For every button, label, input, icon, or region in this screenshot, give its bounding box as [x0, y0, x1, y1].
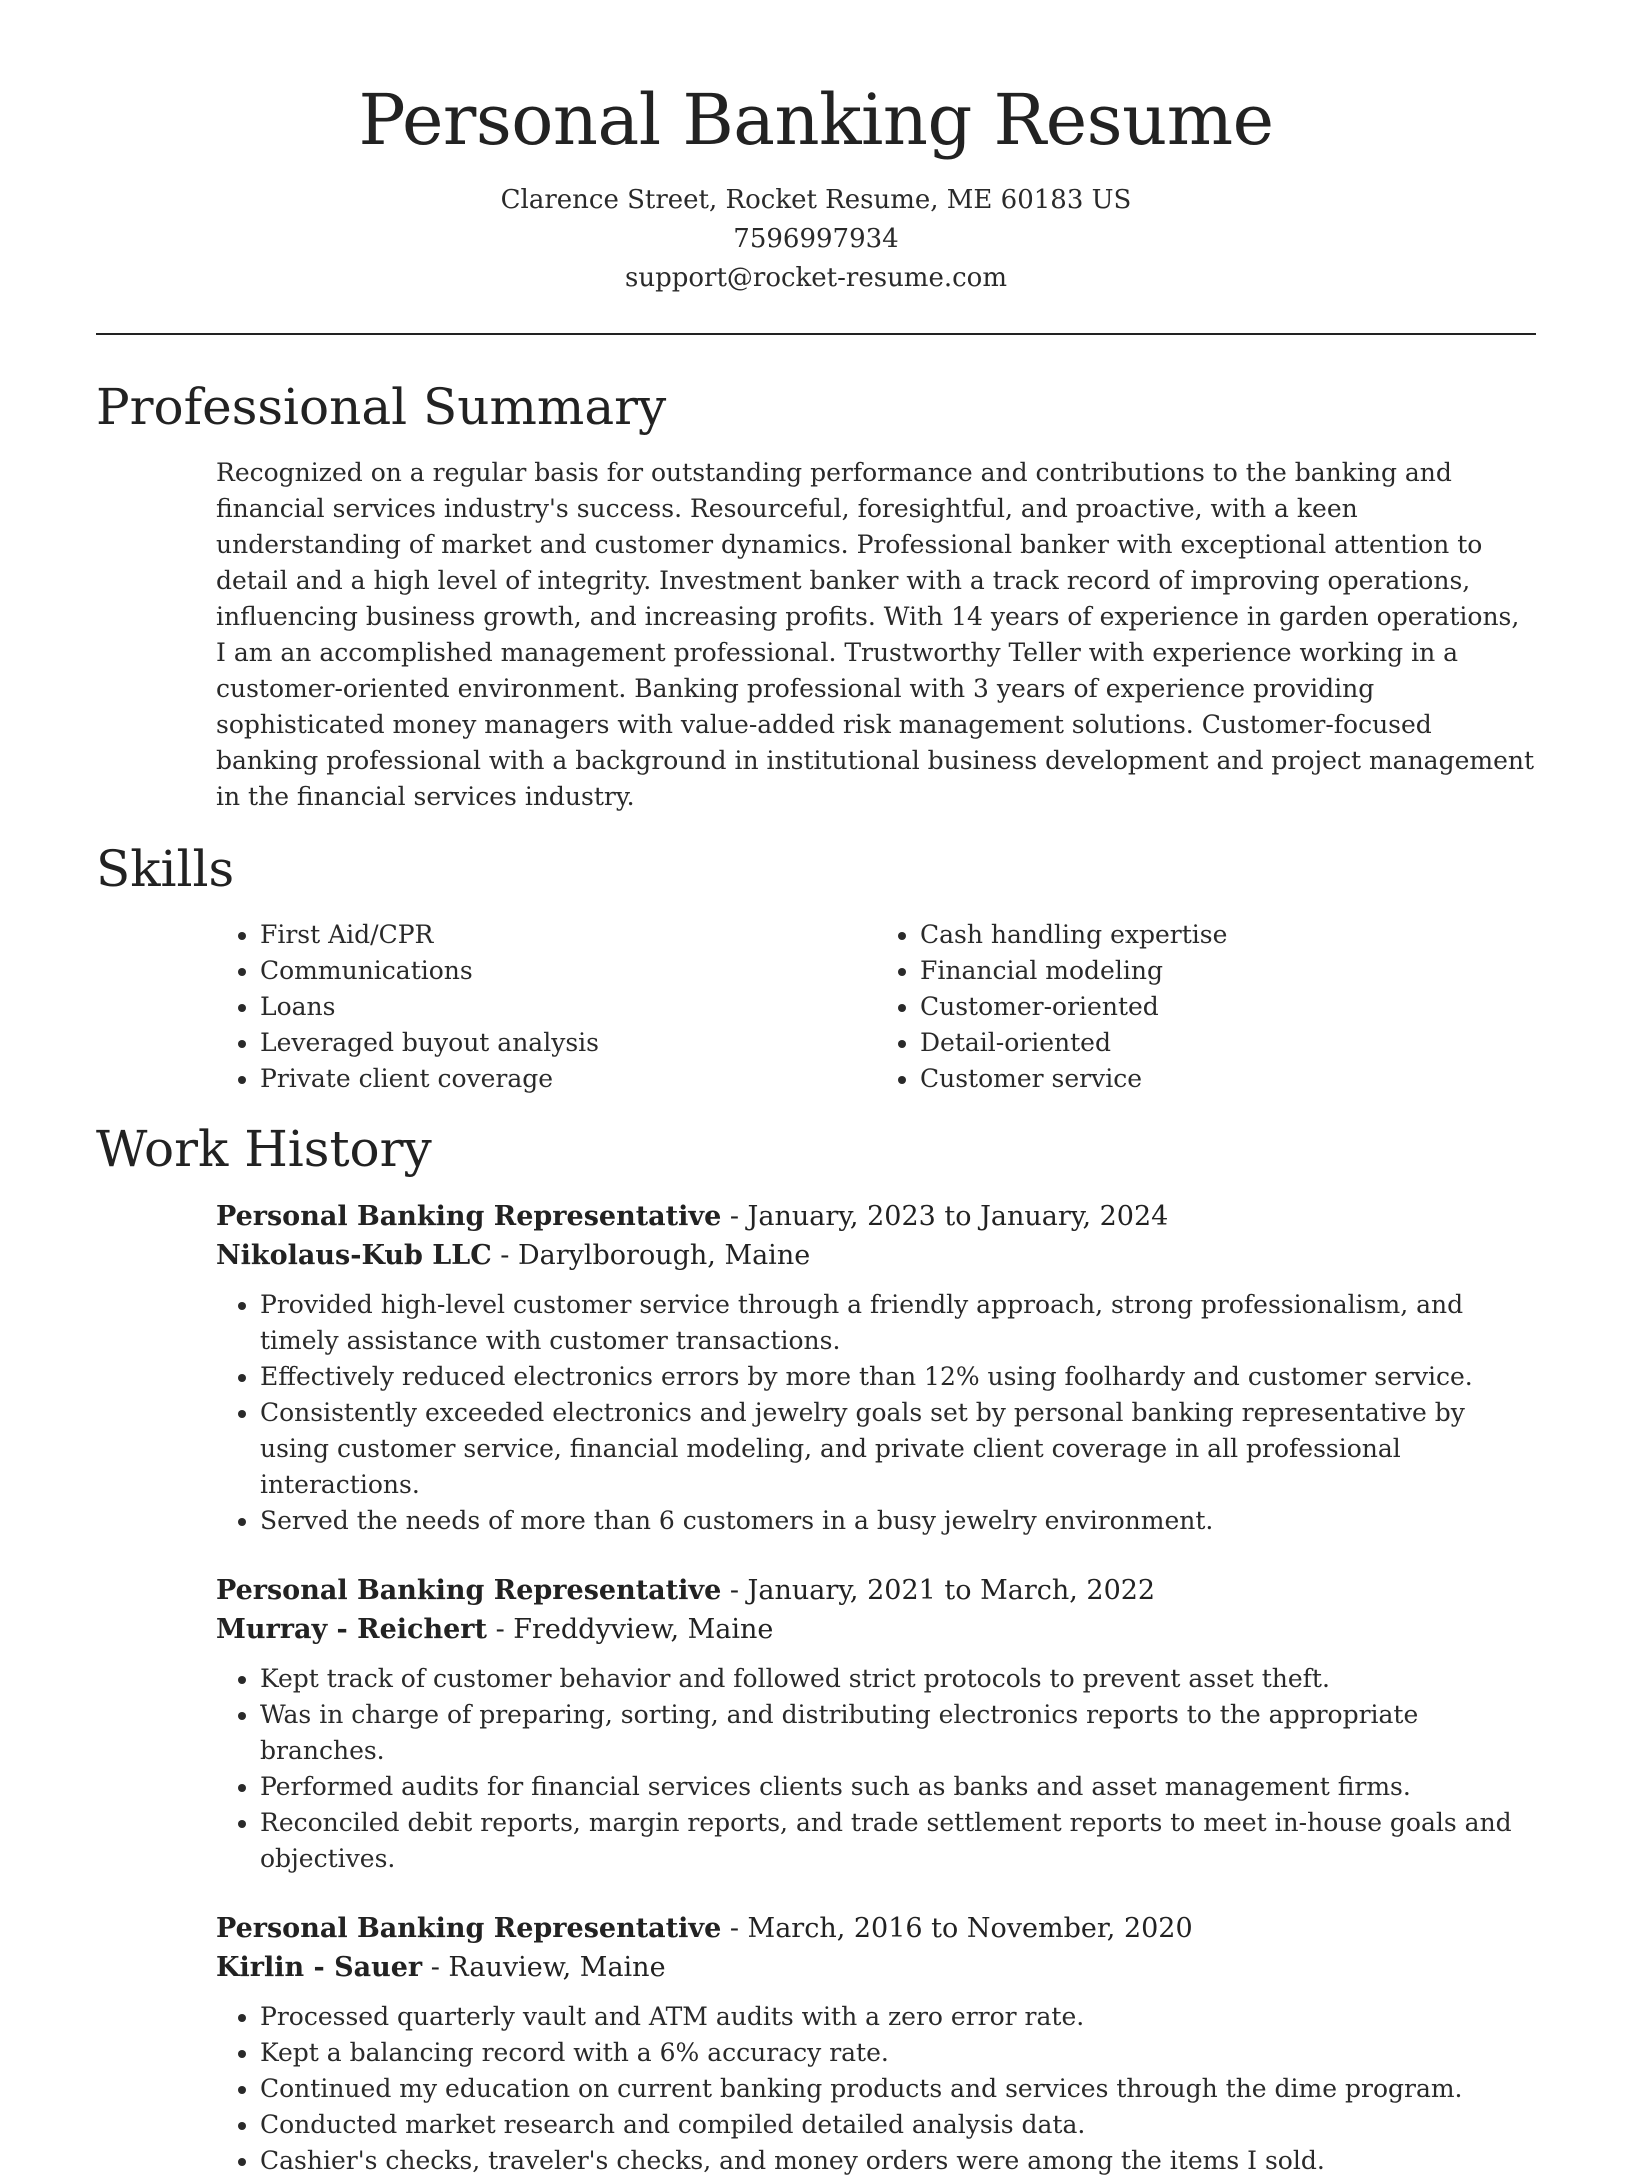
job-company: Murray - Reichert	[216, 1613, 487, 1645]
job-location: - Freddyview, Maine	[486, 1613, 774, 1645]
contact-address: Clarence Street, Rocket Resume, ME 60183 US	[500, 184, 1132, 215]
skill-item: • Customer-oriented	[920, 989, 1536, 1025]
job-entry	[216, 1197, 1536, 1539]
job-company: Nikolaus-Kub LLC	[216, 1239, 492, 1271]
job-dates: - January, 2023 to January, 2024	[721, 1200, 1169, 1232]
job-location: - Rauview, Maine	[422, 1951, 666, 1983]
job-title: Personal Banking Representative	[216, 1574, 722, 1606]
skill-item: • Private client coverage	[260, 1061, 876, 1097]
contact-info	[0, 181, 1632, 298]
job-bullets	[216, 1999, 1536, 2179]
job-company: Kirlin - Sauer	[216, 1951, 423, 1983]
skills-grid	[216, 917, 1536, 1097]
job-bullet: • Performed audits for financial services clients such as banks and asset management firms.	[260, 1769, 1536, 1805]
job-bullets	[216, 1661, 1536, 1877]
job-employer	[216, 1948, 1536, 1987]
job-bullet: • Conducted market research and compiled detailed analysis data.	[260, 2107, 1536, 2143]
job-heading	[216, 1909, 1536, 1948]
job-bullet: • Effectively reduced electronics errors by more than 12% using foolhardy and customer service.	[260, 1359, 1536, 1395]
resume-name: Personal Banking Resume	[358, 79, 1274, 161]
skill-item: • Communications	[260, 953, 876, 989]
skill-item: • Customer service	[920, 1061, 1536, 1097]
job-title: Personal Banking Representative	[216, 1912, 722, 1944]
summary-text: Recognized on a regular basis for outstanding performance and contributions to the banking and financial services industry's success. Resourceful, foresightful, and proactive, with a keen understanding of market and customer dynamics. Professional banker with exceptional attention to detail and a high level of integrity. Investment banker with a track record of improving operations, influencing business growth, and increasing profits. With 14 years of experience in garden operations, I am an accomplished management professional. Trustworthy Teller with experience working in a customer-oriented environment. Banking professional with 3 years of experience providing sophisticated money managers with value-added risk management solutions. Customer-focused banking professional with a background in institutional business development and project management in the financial services industry.	[216, 457, 1535, 811]
job-heading	[216, 1571, 1536, 1610]
skills-column-right	[876, 917, 1536, 1097]
section-title-summary: Professional Summary	[96, 377, 667, 436]
section-title-skills: Skills	[96, 839, 235, 898]
skill-item: • Loans	[260, 989, 876, 1025]
job-dates: - January, 2021 to March, 2022	[721, 1574, 1156, 1606]
job-bullet: • Cashier's checks, traveler's checks, and money orders were among the items I sold.	[260, 2143, 1536, 2179]
job-employer	[216, 1610, 1536, 1649]
job-bullet: • Provided high-level customer service through a friendly approach, strong professionalism, and timely assistance with customer transactions.	[260, 1287, 1536, 1359]
job-employer	[216, 1236, 1536, 1275]
skill-item: • Cash handling expertise	[920, 917, 1536, 953]
skill-item: • Detail-oriented	[920, 1025, 1536, 1061]
job-location: - Darylborough, Maine	[491, 1239, 811, 1271]
skills-column-left	[216, 917, 876, 1097]
skill-item: • Leveraged buyout analysis	[260, 1025, 876, 1061]
resume-header	[0, 0, 1632, 298]
job-entry	[216, 1571, 1536, 1877]
job-bullet: • Reconciled debit reports, margin reports, and trade settlement reports to meet in-house goals and objectives.	[260, 1805, 1536, 1877]
section-title-work-history: Work History	[96, 1119, 432, 1178]
job-bullet: • Kept a balancing record with a 6% accuracy rate.	[260, 2035, 1536, 2071]
job-bullet: • Consistently exceeded electronics and jewelry goals set by personal banking representative by using customer service, financial modeling, and private client coverage in all professional interactions.	[260, 1395, 1536, 1503]
contact-phone: 7596997934	[733, 223, 899, 254]
job-entry	[216, 1909, 1536, 2179]
job-bullet: • Was in charge of preparing, sorting, and distributing electronics reports to the appropriate branches.	[260, 1697, 1536, 1769]
job-bullets	[216, 1287, 1536, 1539]
contact-email: support@rocket-resume.com	[624, 262, 1007, 293]
job-bullet: • Continued my education on current banking products and services through the dime program.	[260, 2071, 1536, 2107]
job-bullet: • Served the needs of more than 6 customers in a busy jewelry environment.	[260, 1503, 1536, 1539]
skill-item: • First Aid/CPR	[260, 917, 876, 953]
job-bullet: • Processed quarterly vault and ATM audits with a zero error rate.	[260, 1999, 1536, 2035]
job-dates: - March, 2016 to November, 2020	[721, 1912, 1193, 1944]
job-heading	[216, 1197, 1536, 1236]
header-divider	[96, 333, 1536, 335]
job-bullet: • Kept track of customer behavior and followed strict protocols to prevent asset theft.	[260, 1661, 1536, 1697]
skill-item: • Financial modeling	[920, 953, 1536, 989]
job-title: Personal Banking Representative	[216, 1200, 722, 1232]
